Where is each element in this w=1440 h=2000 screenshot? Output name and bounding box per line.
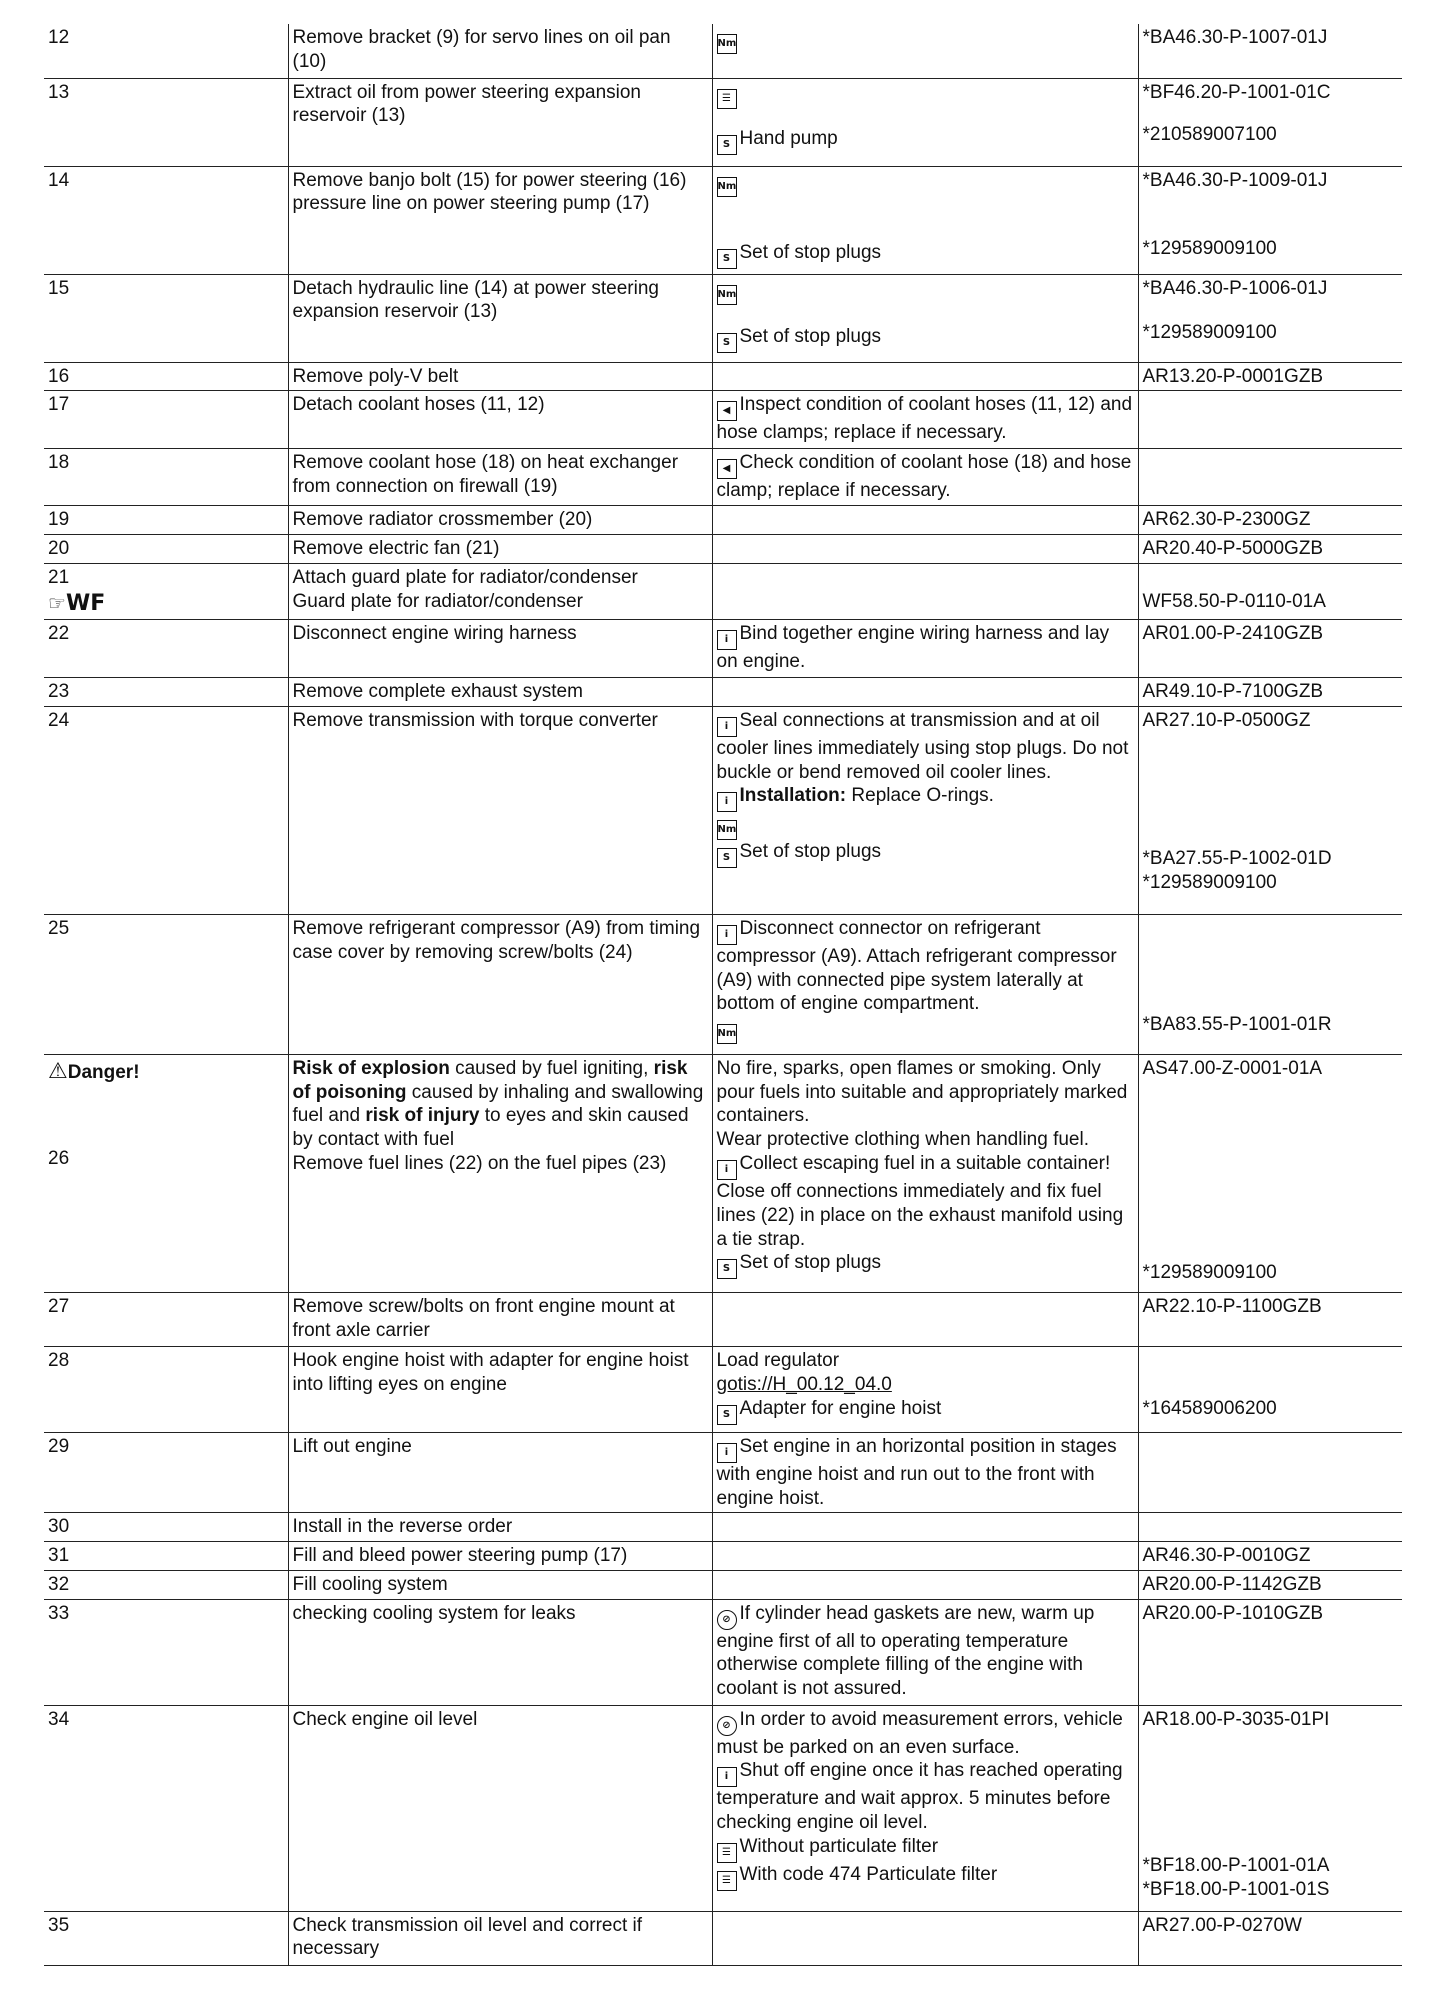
risk-label: risk of poisoning [292,1057,688,1103]
step-operation: Remove radiator crossmember (20) [288,506,712,535]
torque-icon: Nm [717,177,737,197]
step-note: Shut off engine once it has reached operating temperature and wait approx. 5 minutes before checking engine oil level. [716,1760,1123,1833]
step-note: Check condition of coolant hose (18) and hose clamp; replace if necessary. [716,452,1132,502]
note-circle-icon: ⊘ [717,1716,737,1736]
doc-link[interactable]: AR18.00-P-3035-01PI [1142,1708,1330,1730]
torque-icon: Nm [717,34,737,54]
danger-note: Wear protective clothing when handling fuel. [716,1129,1089,1150]
step-operation: Remove fuel lines (22) on the fuel pipes (23) [292,1152,667,1174]
step-number: 21 [48,566,70,588]
step-operation: Install in the reverse order [288,1513,712,1542]
step-row-31 [44,1542,1402,1571]
step-number: 34 [44,1705,288,1911]
pointing-hand-icon: ☞ [48,592,66,615]
doc-link[interactable]: *BA46.30-P-1009-01J [1142,169,1328,191]
fluid-icon: ☰ [717,89,737,109]
doc-link[interactable]: WF58.50-P-0110-01A [1142,590,1326,612]
step-number: 23 [44,678,288,707]
special-tool-icon: S [717,249,737,269]
step-row-33 [44,1599,1402,1705]
step-row-24 [44,706,1402,914]
torque-icon: Nm [717,820,737,840]
step-note: Replace O-rings. [851,785,994,807]
step-row-28 [44,1346,1402,1432]
step-operation: Remove coolant hose (18) on heat exchanger from connection on firewall (19) [288,449,712,506]
risk-label: Risk of explosion [292,1057,450,1079]
step-number: 14 [44,166,288,274]
step-operation: Check engine oil level [288,1705,712,1911]
step-operation: Remove poly-V belt [288,362,712,391]
step-number: 28 [44,1346,288,1432]
doc-link[interactable]: AR62.30-P-2300GZ [1138,506,1402,535]
torque-icon: Nm [717,1024,737,1044]
special-tool-icon: S [717,135,737,155]
step-row-14 [44,166,1402,274]
warning-triangle-icon: ⚠ [48,1057,68,1083]
special-tool-icon: S [717,1405,737,1425]
danger-label: Danger! [67,1061,140,1083]
step-number: 31 [44,1542,288,1571]
special-tool-icon: S [717,1259,737,1279]
tool-name: Set of stop plugs [739,1252,882,1274]
tool-number[interactable]: *129589009100 [1142,237,1277,259]
step-note: Bind together engine wiring harness and lay on engine. [716,623,1110,672]
fluid-icon: ☰ [717,1871,737,1891]
step-operation: Fill cooling system [288,1570,712,1599]
doc-link[interactable]: AS47.00-Z-0001-01A [1142,1057,1323,1079]
step-row-25 [44,914,1402,1054]
tool-number[interactable]: *164589006200 [1142,1397,1277,1419]
step-operation: Remove bracket (9) for servo lines on oil pan (10) [288,24,712,78]
step-note: Load regulator [716,1349,840,1371]
step-number: 29 [44,1432,288,1513]
info-icon: i [717,1443,737,1463]
tool-name: Set of stop plugs [739,241,882,263]
step-note: Collect escaping fuel in a suitable container! Close off connections immediately and fix fuel lines (22) in place on the exhaust manifold using a tie strap. [716,1153,1124,1250]
inspect-icon: ◀ [717,401,737,421]
step-row-35 [44,1911,1402,1965]
step-operation: Detach hydraulic line (14) at power steering expansion reservoir (13) [288,274,712,362]
doc-link[interactable]: *BF46.20-P-1001-01C [1142,81,1331,103]
step-row-30 [44,1513,1402,1542]
risk-text: caused by fuel igniting, [449,1057,649,1079]
doc-link[interactable]: *BA83.55-P-1001-01R [1142,1013,1332,1035]
step-row-15 [44,274,1402,362]
info-icon: i [717,792,737,812]
step-operation: checking cooling system for leaks [288,1599,712,1705]
step-note: Seal connections at transmission and at oil cooler lines immediately using stop plugs. Do not buckle or bend removed oil cooler lines. [716,709,1129,783]
special-tool-icon: S [717,333,737,353]
step-operation: Detach coolant hoses (11, 12) [288,391,712,449]
torque-icon: Nm [717,285,737,305]
step-row-17 [44,391,1402,449]
doc-link[interactable]: *BA46.30-P-1006-01J [1142,277,1328,299]
step-row-16 [44,362,1402,391]
step-note: Disconnect connector on refrigerant compressor (A9). Attach refrigerant compressor (A9) with connected pipe system laterally at bottom of engine compartment. [716,917,1117,1015]
step-operation: Remove transmission with torque converter [288,706,712,914]
step-note: In order to avoid measurement errors, vehicle must be parked on an even surface. [716,1708,1123,1758]
info-icon: i [717,925,737,945]
step-number: 16 [44,362,288,391]
step-row-29 [44,1432,1402,1513]
tool-name: Set of stop plugs [739,325,882,347]
step-number: 26 [48,1147,70,1169]
step-number: 22 [44,620,288,678]
tool-name: Hand pump [739,127,838,149]
step-row-34 [44,1705,1402,1911]
step-row-12 [44,24,1402,78]
info-icon: i [717,630,737,650]
step-sub-operation: Guard plate for radiator/condenser [292,590,583,612]
variant-label: Without particulate filter [739,1835,939,1857]
tool-name: Set of stop plugs [739,841,882,863]
gotis-link[interactable]: gotis://H_00.12_04.0 [716,1373,892,1395]
step-operation: Extract oil from power steering expansion reservoir (13) [288,78,712,166]
risk-label: risk of injury [365,1105,480,1127]
step-operation: Remove refrigerant compressor (A9) from timing case cover by removing screw/bolts (24) [288,914,712,1054]
inspect-icon: ◀ [717,459,737,479]
step-note: If cylinder head gaskets are new, warm up engine first of all to operating temperature otherwise complete filling of the engine with coolant is not assured. [716,1602,1095,1699]
variant-label: With code 474 Particulate filter [739,1863,998,1885]
tool-number[interactable]: *210589007100 [1142,123,1277,145]
step-row-26 [44,1054,1402,1292]
info-icon: i [717,1767,737,1787]
installation-label: Installation: [739,785,847,807]
step-operation: Check transmission oil level and correct if necessary [288,1911,712,1965]
doc-link[interactable]: AR20.00-P-1142GZB [1138,1570,1402,1599]
doc-link[interactable]: *BA27.55-P-1002-01D [1142,847,1332,869]
fluid-icon: ☰ [717,1843,737,1863]
doc-link[interactable]: AR20.00-P-1010GZB [1138,1599,1402,1705]
step-operation: Remove screw/bolts on front engine mount at front axle carrier [288,1292,712,1346]
doc-link[interactable]: *BF18.00-P-1001-01S [1142,1878,1330,1900]
step-row-23 [44,678,1402,707]
step-number: 32 [44,1570,288,1599]
doc-link[interactable]: AR01.00-P-2410GZB [1138,620,1402,678]
step-operation: Fill and bleed power steering pump (17) [288,1542,712,1571]
doc-link[interactable]: AR22.10-P-1100GZB [1138,1292,1402,1346]
step-number: 17 [44,391,288,449]
doc-link[interactable]: AR46.30-P-0010GZ [1138,1542,1402,1571]
step-number: 35 [44,1911,288,1965]
step-operation: Remove electric fan (21) [288,534,712,563]
step-operation: Disconnect engine wiring harness [288,620,712,678]
work-flow-label: WF [65,590,106,616]
step-number: 13 [44,78,288,166]
step-operation: Lift out engine [288,1432,712,1513]
step-row-18 [44,449,1402,506]
step-number: 27 [44,1292,288,1346]
doc-link[interactable]: AR49.10-P-7100GZB [1138,678,1402,707]
doc-link[interactable]: AR20.40-P-5000GZB [1138,534,1402,563]
procedure-table [44,24,1402,1966]
info-icon: i [717,717,737,737]
doc-link[interactable]: AR27.10-P-0500GZ [1142,709,1311,731]
step-operation: Hook engine hoist with adapter for engine hoist into lifting eyes on engine [288,1346,712,1432]
doc-link[interactable]: *BA46.30-P-1007-01J [1138,24,1402,78]
step-number: 19 [44,506,288,535]
step-number: 30 [44,1513,288,1542]
danger-note: No fire, sparks, open flames or smoking. Only pour fuels into suitable and appropriately marked containers. [716,1057,1128,1127]
tool-name: Adapter for engine hoist [739,1397,942,1419]
step-operation: Remove banjo bolt (15) for power steering (16) pressure line on power steering pump (17) [288,166,712,274]
step-number: 18 [44,449,288,506]
step-operation: Remove complete exhaust system [288,678,712,707]
step-note: Set engine in an horizontal position in stages with engine hoist and run out to the front with engine hoist. [716,1435,1117,1509]
procedure-document [44,24,1402,1966]
risk-text: caused by inhaling and swallowing fuel and [292,1081,704,1127]
risk-text: to eyes and skin caused by contact with fuel [292,1105,689,1150]
step-number: 25 [44,914,288,1054]
step-row-20 [44,534,1402,563]
doc-link[interactable]: AR13.20-P-0001GZB [1138,362,1402,391]
step-row-21 [44,563,1402,620]
info-icon: i [717,1160,737,1180]
note-circle-icon: ⊘ [717,1610,737,1630]
doc-link[interactable]: AR27.00-P-0270W [1138,1911,1402,1965]
step-row-13 [44,78,1402,166]
special-tool-icon: S [717,848,737,868]
step-operation: Attach guard plate for radiator/condenser [292,566,638,588]
step-number: 24 [44,706,288,914]
step-row-27 [44,1292,1402,1346]
step-number: 33 [44,1599,288,1705]
step-number: 15 [44,274,288,362]
step-number: 12 [44,24,288,78]
step-note: Inspect condition of coolant hoses (11, 12) and hose clamps; replace if necessary. [716,394,1133,444]
tool-number[interactable]: *129589009100 [1142,871,1277,893]
doc-link[interactable]: *BF18.00-P-1001-01A [1142,1854,1330,1876]
tool-number[interactable]: *129589009100 [1142,1261,1277,1283]
step-row-32 [44,1570,1402,1599]
step-row-22 [44,620,1402,678]
tool-number[interactable]: *129589009100 [1142,321,1277,343]
step-number: 20 [44,534,288,563]
step-row-19 [44,506,1402,535]
